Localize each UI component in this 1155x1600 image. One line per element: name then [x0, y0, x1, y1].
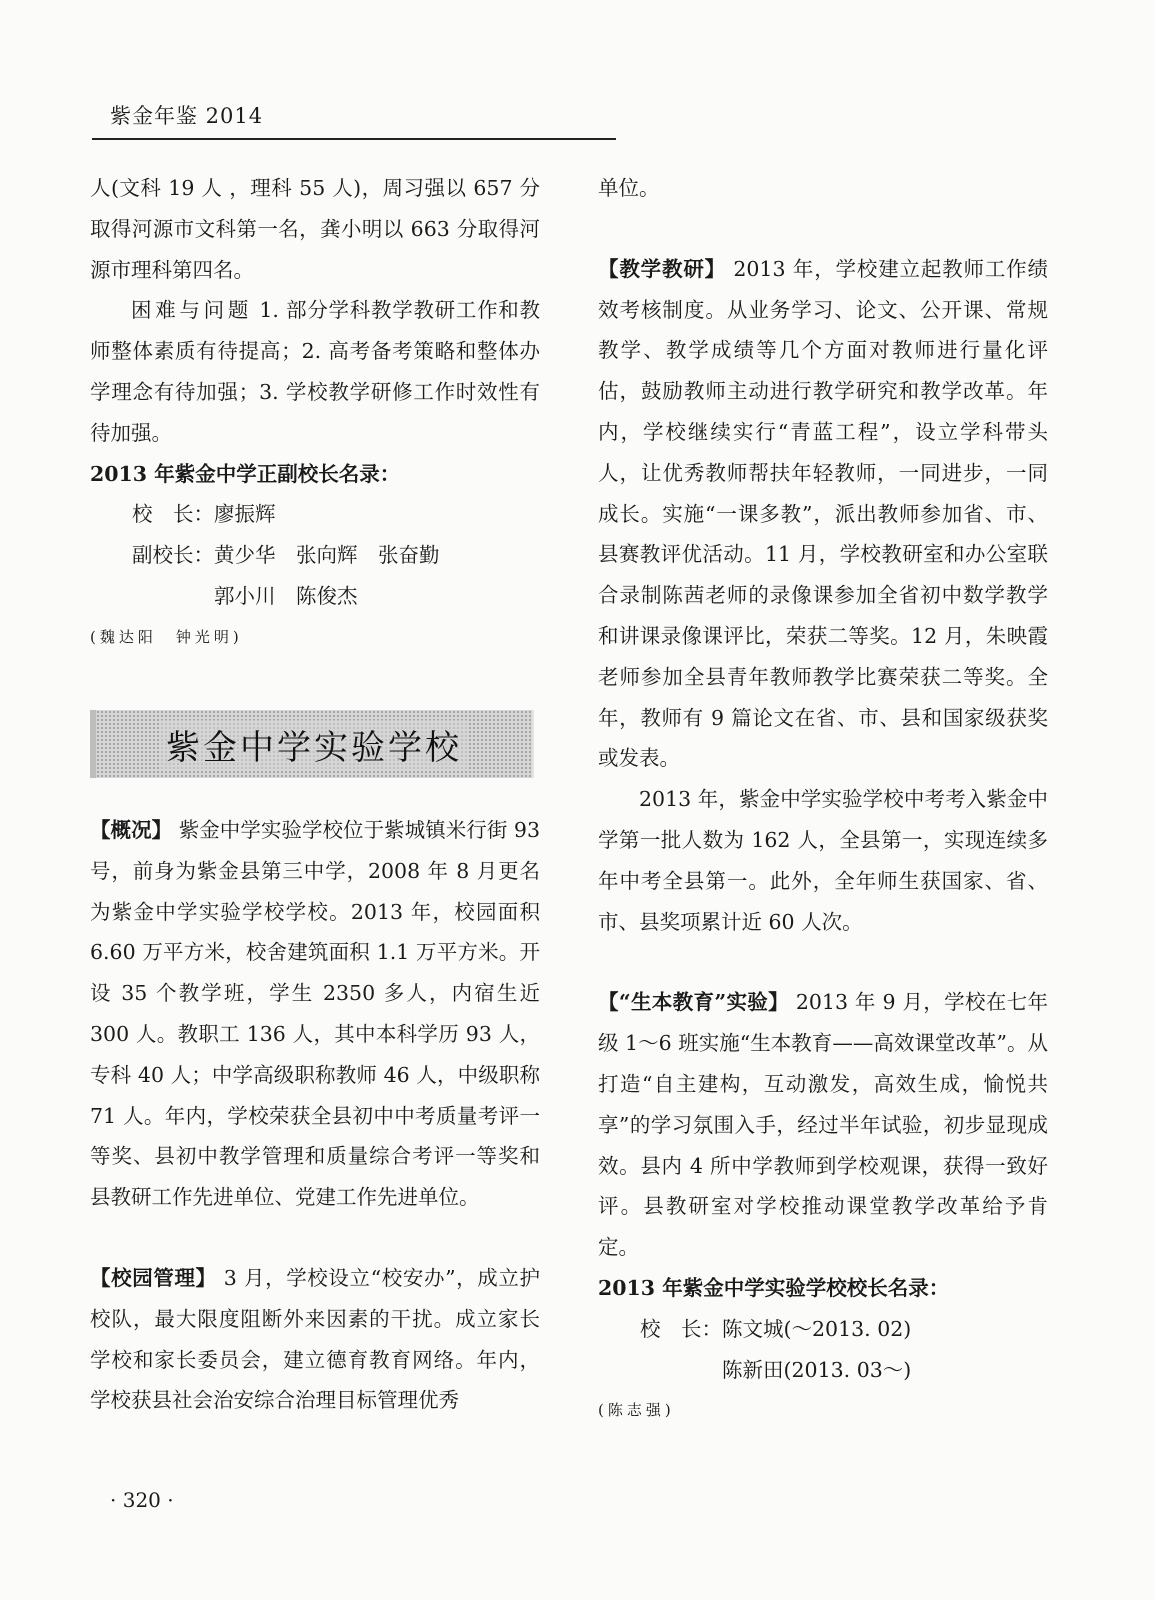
running-header: 紫金年鉴 2014 — [110, 104, 264, 128]
paragraph-campus-management — [90, 1258, 540, 1421]
overview-label: 【概况】 — [90, 818, 173, 842]
overview-text: 紫金中学实验学校位于紫城镇米行街 93 号，前身为紫金县第三中学，2008 年 8 月更名为紫金中学实验学校学校。2013 年，校园面积 6.60 万平方米，校舍建筑面积 1.1 万平方米。开设 35 个教学班，学生 2350 多人，内宿生近 300 人。教职工 136 人，其中本科学历 93 人，专科 40 人；中学高级职称教师 46 人，中级职称 71 人。年内，学校荣获全县初中中考质量考评一等奖、县初中教学管理和质量综合考评一等奖和县教研工作先进单位、党建工作先进单位。 — [90, 818, 541, 1210]
problems-label: 困难与问题 — [131, 298, 253, 323]
section-banner-title: 紫金中学实验学校 — [160, 720, 468, 769]
spacer — [598, 942, 1048, 982]
paragraph-problems — [90, 290, 540, 453]
teaching-research-text: 2013 年，学校建立起教师工作绩效考核制度。从业务学习、论文、公开课、常规教学、教学成绩等几个方面对教师进行量化评估，鼓励教师主动进行教学研究和教学改革。年内，学校继续实行“青蓝工程”，设立学科带头人，让优秀教师帮扶年轻教师，一同进步，一同成长。实施“一课多教”，派出教师参加省、市、县赛教评优活动。11 月，学校教研室和办公室联合录制陈茜老师的录像课参加全省初中数学教学和讲课录像课评比，荣获二等奖。12 月，朱映霞老师参加全县青年教师教学比赛荣获二等奖。全年，教师有 9 篇论文在省、市、县和国家级获奖或发表。 — [598, 256, 1049, 771]
paragraph-continuation: 单位。 — [598, 176, 660, 200]
right-column — [598, 168, 1048, 1431]
roster-vice-principals-2: 郭小川 陈俊杰 — [214, 583, 358, 608]
campus-management-label: 【校园管理】 — [90, 1265, 217, 1290]
page-number: · 320 · — [110, 1488, 174, 1512]
roster-title-2: 2013 年紫金中学实验学校校长名录： — [598, 1275, 950, 1300]
paragraph-exam-achievement: 2013 年，紫金中学实验学校中考考入紫金中学第一批人数为 162 人，全县第一，实现连续多年中考全县第一。此外，全年师生获国家、省、市、县奖项累计近 60 人次。 — [598, 787, 1048, 934]
paragraph-exam-results: 人(文科 19 人 ，理科 55 人)，周习强以 657 分取得河源市文科第一名，龚小明以 663 分取得河源市理科第四名。 — [90, 176, 540, 282]
author-credit-1: (魏达阳 钟光明) — [90, 627, 243, 646]
author-credit-2: (陈志强) — [598, 1401, 675, 1420]
roster-vice-principals-1: 副校长：黄少华 张向辉 张奋勤 — [132, 543, 440, 568]
roster-principal-1: 校 长：廖振辉 — [132, 502, 276, 527]
spacer — [90, 1218, 540, 1258]
student-centered-label: 【“生本教育”实验】 — [598, 990, 789, 1015]
spacer — [598, 209, 1048, 249]
problems-text: 1. 部分学科教学教研工作和教师整体素质有待提高；2. 高考备考策略和整体办学理念有待加强；3. 学校教学研修工作时效性有待加强。 — [90, 298, 541, 445]
roster-principal-2a: 校 长：陈文城(～2013. 02) — [640, 1316, 912, 1341]
teaching-research-label: 【教学教研】 — [598, 256, 726, 281]
roster-principal-2b: 陈新田(2013. 03～) — [722, 1357, 912, 1382]
left-column — [90, 168, 540, 658]
header-rule — [92, 138, 616, 140]
paragraph-overview — [90, 810, 540, 1218]
campus-management-text: 3 月，学校设立“校安办”，成立护校队，最大限度阻断外来因素的干扰。成立家长学校和家长委员会，建立德育教育网络。年内，学校获县社会治安综合治理目标管理优秀 — [90, 1265, 540, 1413]
left-column-lower — [90, 810, 540, 1421]
student-centered-text: 2013 年 9 月，学校在七年级 1～6 班实施“生本教育——高效课堂改革”。从打造“自主建构，互动激发，高效生成，愉悦共享”的学习氛围入手，经过半年试验，初步显现成效。县内 4 所中学教师到学校观课，获得一致好评。县教研室对学校推动课堂教学改革给予肯定。 — [598, 990, 1048, 1260]
paragraph-teaching-research — [598, 249, 1048, 779]
section-banner — [90, 710, 534, 778]
paragraph-student-centered — [598, 982, 1048, 1268]
roster-title-1: 2013 年紫金中学正副校长名录： — [90, 461, 401, 486]
